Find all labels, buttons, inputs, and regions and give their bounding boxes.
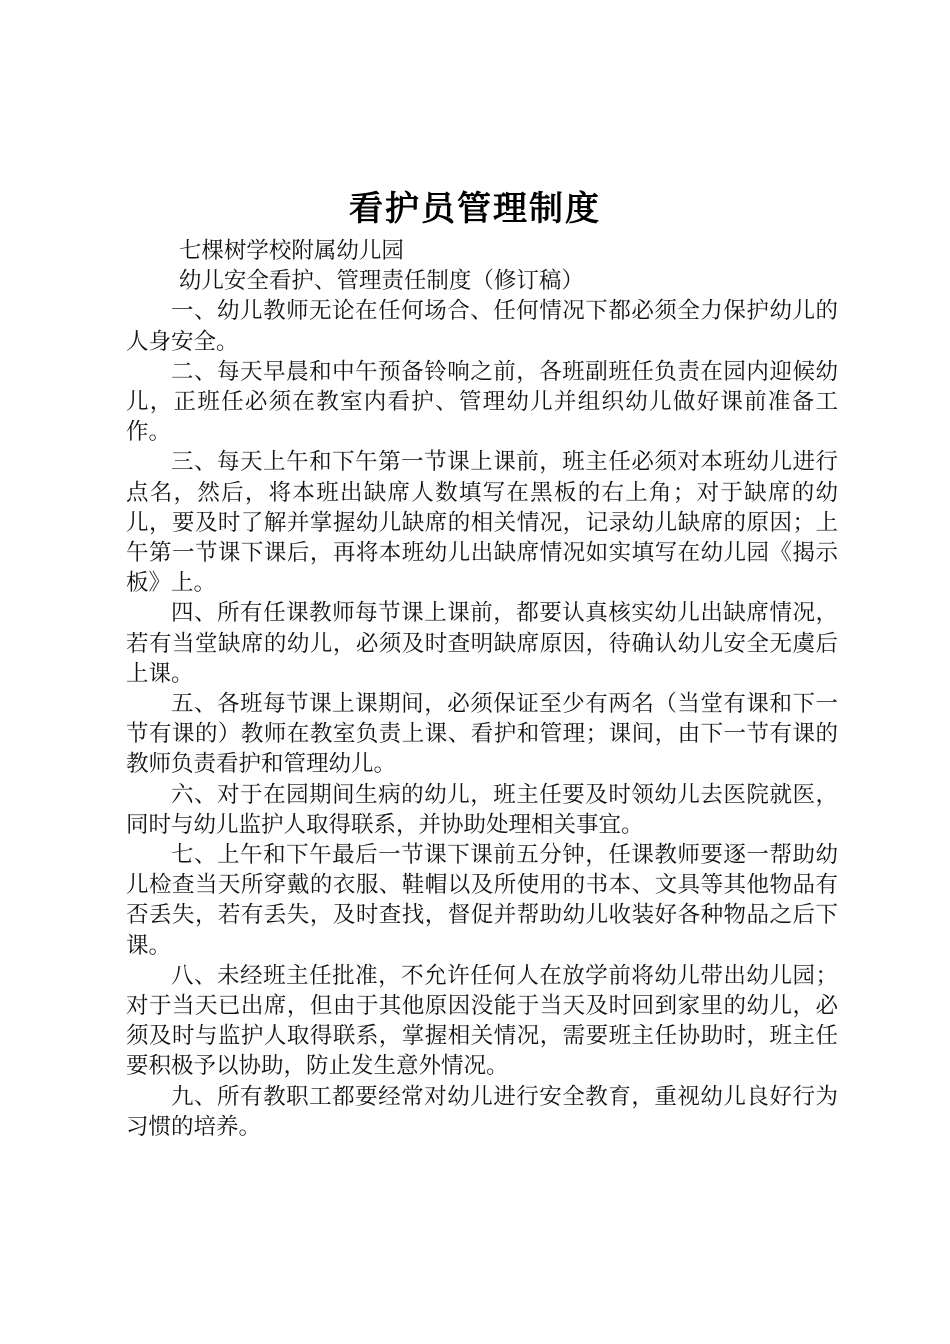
article-7: 七、上午和下午最后一节课下课前五分钟，任课教师要逐一帮助幼儿检查当天所穿戴的衣服、鞋帽以及所使用的书本、文具等其他物品有否丢失，若有丢失，及时查找，督促并帮助幼儿收装好各种物品之后下课。 <box>126 842 838 959</box>
article-1: 一、幼儿教师无论在任何场合、任何情况下都必须全力保护幼儿的人身安全。 <box>126 298 838 355</box>
school-name-line: 七棵树学校附属幼儿园 <box>178 238 404 264</box>
article-2: 二、每天早晨和中午预备铃响之前，各班副班任负责在园内迎候幼儿，正班任必须在教室内看护、管理幼儿并组织幼儿做好课前准备工作。 <box>126 358 838 446</box>
article-4: 四、所有任课教师每节课上课前，都要认真核实幼儿出缺席情况，若有当堂缺席的幼儿，必须及时查明缺席原因，待确认幼儿安全无虞后上课。 <box>126 600 838 687</box>
document-title: 看护员管理制度 <box>349 189 601 229</box>
article-3: 三、每天上午和下午第一节课上课前，班主任必须对本班幼儿进行点名，然后，将本班出缺席人数填写在黑板的右上角；对于缺席的幼儿，要及时了解并掌握幼儿缺席的相关情况，记录幼儿缺席的原因；上午第一节课下课后，再将本班幼儿出缺席情况如实填写在幼儿园《揭示板》上。 <box>126 449 838 597</box>
article-8: 八、未经班主任批准，不允许任何人在放学前将幼儿带出幼儿园；对于当天已出席，但由于其他原因没能于当天及时回到家里的幼儿，必须及时与监护人取得联系，掌握相关情况，需要班主任协助时，班主任要积极予以协助，防止发生意外情况。 <box>126 962 838 1080</box>
article-5: 五、各班每节课上课期间，必须保证至少有两名（当堂有课和下一节有课的）教师在教室负责上课、看护和管理；课间，由下一节有课的教师负责看护和管理幼儿。 <box>126 691 838 778</box>
document-body <box>126 236 838 1142</box>
article-6: 六、对于在园期间生病的幼儿，班主任要及时领幼儿去医院就医，同时与幼儿监护人取得联系，并协助处理相关事宜。 <box>126 781 838 838</box>
regulation-subtitle: 幼儿安全看护、管理责任制度（修订稿） <box>178 268 584 295</box>
article-9: 九、所有教职工都要经常对幼儿进行安全教育，重视幼儿良好行为习惯的培养。 <box>126 1083 838 1140</box>
